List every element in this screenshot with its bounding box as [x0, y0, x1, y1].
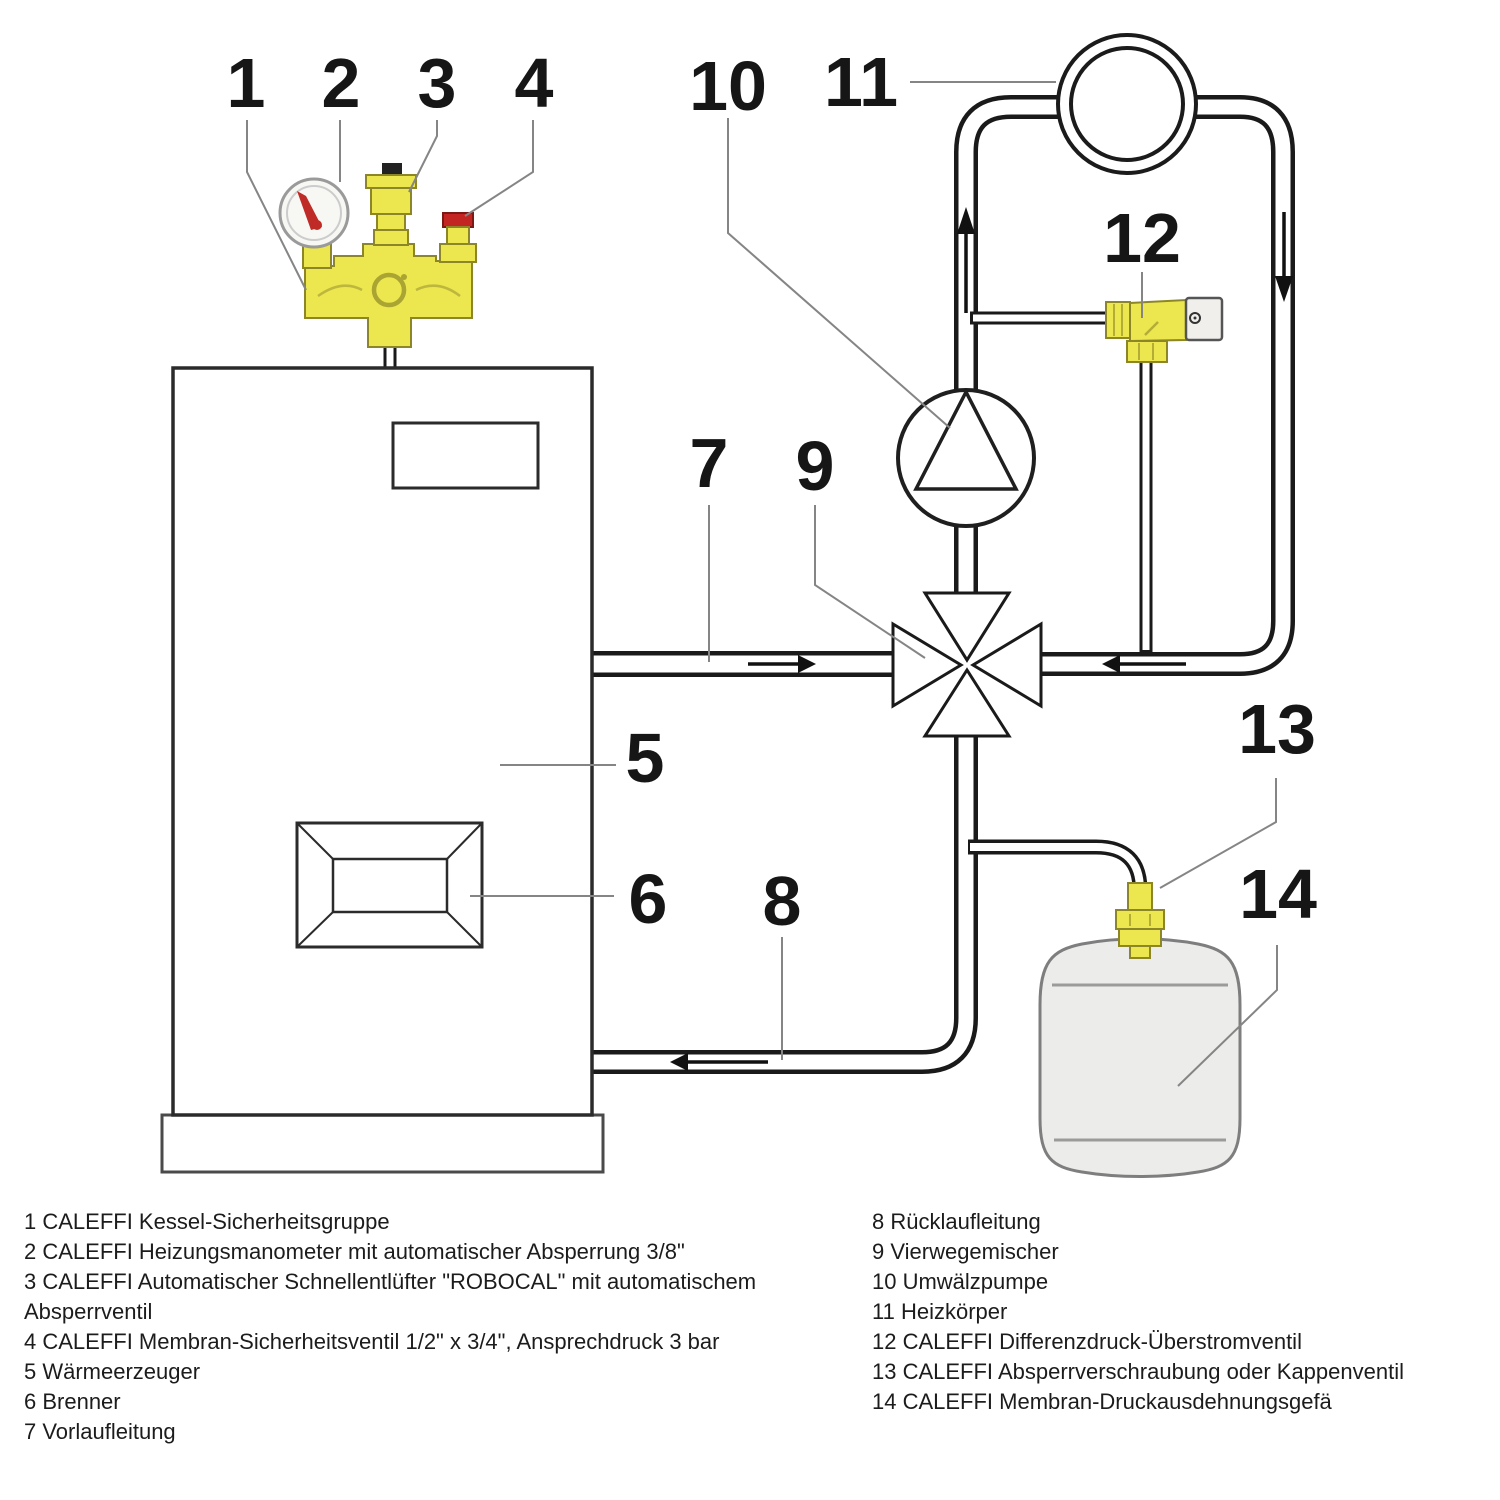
legend-item-11: 11 Heizkörper: [872, 1299, 1008, 1324]
legend-item-3b: Absperrventil: [24, 1299, 153, 1324]
leader-10: [728, 118, 950, 428]
callout-10: 10: [689, 47, 767, 125]
air-vent-body: [371, 188, 411, 214]
legend-item-9: 9 Vierwegemischer: [872, 1239, 1059, 1264]
callout-2: 2: [321, 44, 361, 122]
vessel-branch-pipe: [968, 847, 1140, 902]
safety-group: [280, 164, 476, 347]
air-vent-nut: [374, 230, 408, 245]
callout-11: 11: [824, 43, 898, 121]
expansion-vessel: [1040, 939, 1240, 1177]
fitting-neck: [1130, 946, 1150, 958]
air-vent: [366, 164, 416, 245]
pressure-gauge: [280, 179, 348, 268]
control-panel: [393, 423, 538, 488]
callout-6: 6: [628, 860, 668, 938]
leader-4: [465, 120, 533, 216]
callout-9: 9: [795, 427, 835, 505]
callout-5: 5: [625, 719, 665, 797]
safety-valve-nut: [440, 244, 476, 262]
differential-valve-body: [1130, 300, 1186, 341]
differential-valve-knob: [1186, 298, 1222, 340]
air-vent-flange: [366, 175, 416, 188]
radiator-loop-right-pipe: [1036, 107, 1283, 664]
legend-item-12: 12 CALEFFI Differenzdruck-Überstromventil: [872, 1329, 1302, 1354]
callout-8: 8: [762, 862, 802, 940]
fitting-top-block: [1128, 883, 1152, 912]
boiler: [162, 368, 603, 1172]
radiator-loop-left-pipe: [966, 107, 1070, 610]
air-vent-neck: [377, 214, 405, 230]
callout-1: 1: [226, 44, 266, 122]
safety-valve-body: [447, 227, 469, 244]
callout-7: 7: [689, 424, 729, 502]
legend-item-6: 6 Brenner: [24, 1389, 121, 1414]
radiator-inner-ring: [1071, 48, 1183, 160]
gauge-needle-hub: [312, 220, 322, 230]
callout-3: 3: [417, 44, 457, 122]
safety-valve: [440, 213, 476, 262]
differential-valve-bottom-nut: [1127, 341, 1167, 362]
legend-item-3: 3 CALEFFI Automatischer Schnellentlüfter "ROBOCAL" mit automatischem: [24, 1269, 757, 1294]
knob-screw-dot: [1194, 317, 1197, 320]
legend-right-column: [872, 1207, 1404, 1417]
fitting-hex-lower: [1119, 929, 1161, 946]
pump: [898, 390, 1034, 526]
legend-left-column: [24, 1207, 756, 1447]
legend-item-13: 13 CALEFFI Absperrverschraubung oder Kappenventil: [872, 1359, 1404, 1384]
legend-item-10: 10 Umwälzpumpe: [872, 1269, 1049, 1294]
boiler-base: [162, 1115, 603, 1172]
legend-item-5: 5 Wärmeerzeuger: [24, 1359, 201, 1384]
legend-item-1: 1 CALEFFI Kessel-Sicherheitsgruppe: [24, 1209, 390, 1234]
differential-valve: [1106, 298, 1222, 362]
callout-14: 14: [1239, 855, 1317, 933]
shutoff-fitting: [1116, 883, 1164, 958]
legend-item-14: 14 CALEFFI Membran-Druckausdehnungsgefä: [872, 1389, 1332, 1414]
differential-valve-left-nut: [1106, 302, 1130, 338]
legend-item-8: 8 Rücklaufleitung: [872, 1209, 1041, 1234]
legend-item-7: 7 Vorlaufleitung: [24, 1419, 176, 1444]
caleffi-logo-dot: [401, 274, 407, 280]
legend-item-2: 2 CALEFFI Heizungsmanometer mit automatischer Absperrung 3/8": [24, 1239, 685, 1264]
legend-item-4: 4 CALEFFI Membran-Sicherheitsventil 1/2" x 3/4", Ansprechdruck 3 bar: [24, 1329, 720, 1354]
four-way-mixer: [893, 593, 1041, 736]
radiator: [1058, 35, 1196, 173]
callout-13: 13: [1238, 690, 1316, 768]
callout-12: 12: [1103, 199, 1181, 277]
fitting-hex-upper: [1116, 910, 1164, 929]
callout-4: 4: [514, 44, 554, 122]
safety-valve-cap: [443, 213, 473, 227]
burner: [297, 823, 482, 947]
